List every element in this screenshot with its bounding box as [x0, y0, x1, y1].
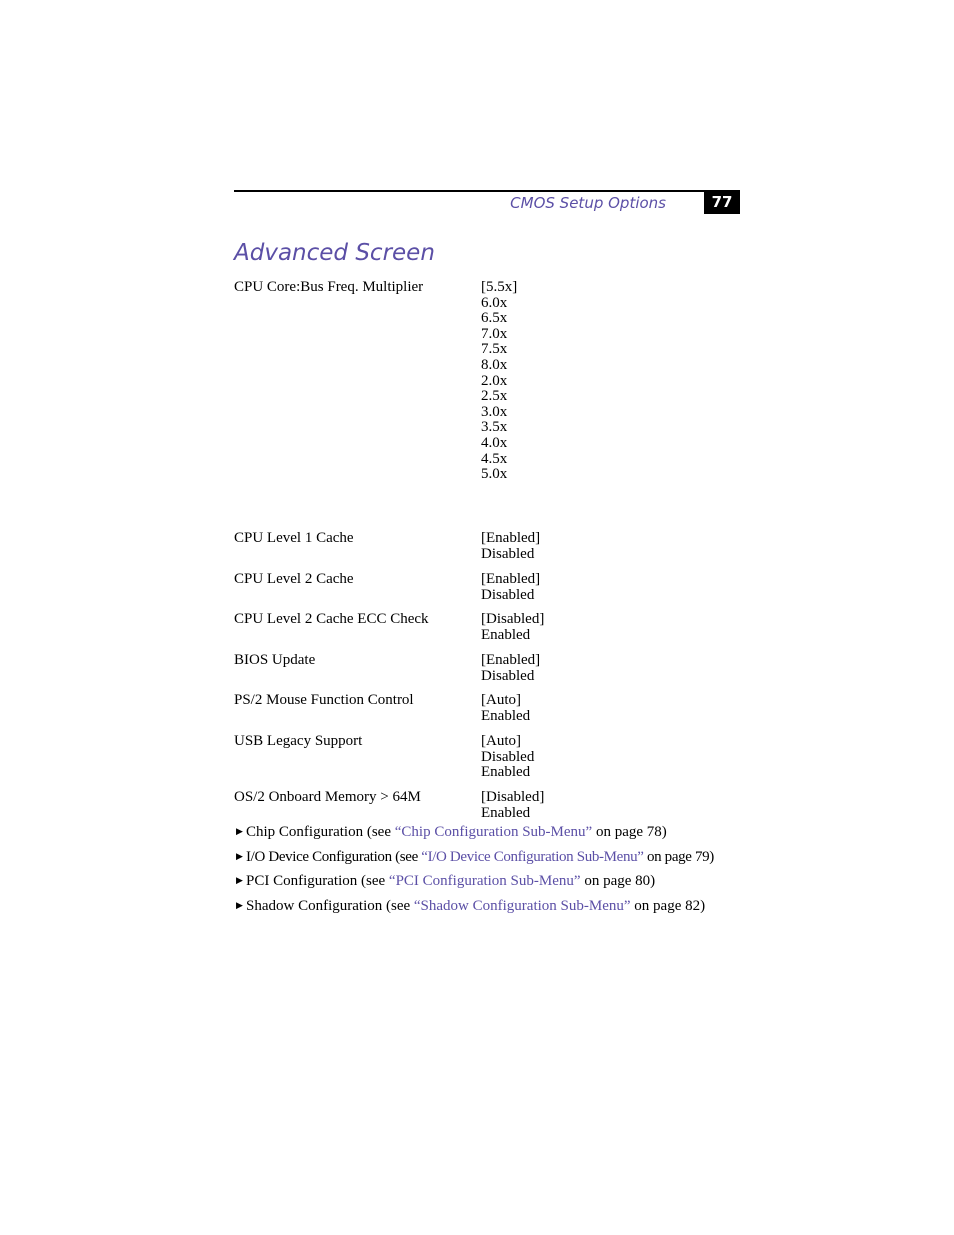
option-label: BIOS Update: [234, 652, 316, 668]
option-values: [481, 612, 744, 643]
option-value: [Enabled]: [481, 571, 541, 587]
submenu-page-ref: on page 79): [643, 848, 714, 865]
option-label: USB Legacy Support: [234, 733, 363, 749]
option-value: 6.0x: [481, 294, 508, 311]
options-table: [234, 280, 744, 822]
running-head: CMOS Setup Options: [510, 194, 666, 212]
option-value: 7.5x: [481, 341, 508, 358]
submenu-item-chip: [234, 822, 754, 847]
option-value: [5.5x]: [481, 279, 518, 295]
option-label: CPU Level 2 Cache ECC Check: [234, 611, 429, 627]
option-value: 2.0x: [481, 372, 508, 389]
option-value: [Disabled]: [481, 611, 545, 627]
option-value: Enabled: [481, 804, 531, 821]
option-value: Enabled: [481, 764, 531, 781]
option-row-l1-cache: [234, 531, 744, 572]
pci-configuration-link[interactable]: “PCI Configuration Sub-Menu”: [388, 873, 581, 890]
option-row-bios-update: [234, 653, 744, 693]
triangle-right-icon: ▶: [236, 826, 243, 836]
submenu-text: Chip Configuration (see: [246, 824, 395, 840]
triangle-right-icon: ▶: [236, 900, 243, 911]
option-values: [481, 531, 744, 562]
option-values: [481, 734, 744, 781]
submenu-page-ref: on page 78): [592, 824, 667, 840]
option-label: CPU Core:Bus Freq. Multiplier: [234, 279, 424, 295]
triangle-right-icon: ▶: [236, 875, 243, 886]
option-row-l2-cache: [234, 572, 744, 612]
option-value: 5.0x: [481, 466, 508, 483]
page-number: 77: [704, 191, 740, 214]
submenu-item-pci: [234, 871, 754, 896]
chip-configuration-link[interactable]: “Chip Configuration Sub-Menu”: [394, 824, 593, 840]
option-value: Disabled: [481, 748, 535, 765]
option-values: [481, 572, 744, 603]
triangle-right-icon: ▶: [236, 850, 243, 861]
option-value: 4.0x: [481, 434, 508, 451]
option-row-os2-memory: [234, 790, 744, 822]
page-title: Advanced Screen: [234, 240, 435, 266]
option-value: 3.5x: [481, 419, 508, 436]
submenu-page-ref: on page 80): [580, 873, 656, 890]
submenu-item-io-device: [234, 847, 754, 872]
submenu-text: I/O Device Configuration (see: [246, 848, 422, 865]
option-value: [Auto]: [481, 733, 521, 749]
option-value: [Enabled]: [481, 530, 541, 546]
submenu-text: Shadow Configuration (see: [246, 898, 414, 915]
option-row-multiplier: [234, 280, 744, 531]
option-label: PS/2 Mouse Function Control: [234, 692, 414, 708]
option-row-l2-ecc: [234, 612, 744, 653]
option-label: OS/2 Onboard Memory > 64M: [234, 789, 421, 805]
option-row-usb-legacy: [234, 734, 744, 790]
submenu-text: PCI Configuration (see: [246, 873, 389, 890]
option-row-ps2-mouse: [234, 693, 744, 734]
option-value: 7.0x: [481, 325, 508, 342]
option-value: Disabled: [481, 586, 535, 603]
option-value: 8.0x: [481, 356, 508, 373]
option-value: Disabled: [481, 545, 535, 562]
option-value: 2.5x: [481, 388, 508, 405]
option-values: [481, 280, 744, 483]
submenu-list: [234, 822, 754, 921]
option-value: [Disabled]: [481, 789, 545, 805]
submenu-item-shadow: [234, 896, 754, 921]
header-rule: [234, 190, 740, 192]
option-label: CPU Level 2 Cache: [234, 571, 354, 587]
submenu-page-ref: on page 82): [630, 898, 706, 915]
option-values: [481, 693, 744, 724]
option-value: Enabled: [481, 707, 531, 724]
io-device-configuration-link[interactable]: “I/O Device Configuration Sub-Menu”: [421, 848, 644, 865]
option-value: 4.5x: [481, 450, 508, 467]
option-value: 3.0x: [481, 403, 508, 420]
option-values: [481, 653, 744, 684]
option-value: [Auto]: [481, 692, 521, 708]
option-value: 6.5x: [481, 310, 508, 327]
option-value: Enabled: [481, 626, 531, 643]
option-value: [Enabled]: [481, 652, 541, 668]
option-values: [481, 790, 744, 821]
option-label: CPU Level 1 Cache: [234, 530, 354, 546]
shadow-configuration-link[interactable]: “Shadow Configuration Sub-Menu”: [413, 898, 631, 915]
option-value: Disabled: [481, 667, 535, 684]
